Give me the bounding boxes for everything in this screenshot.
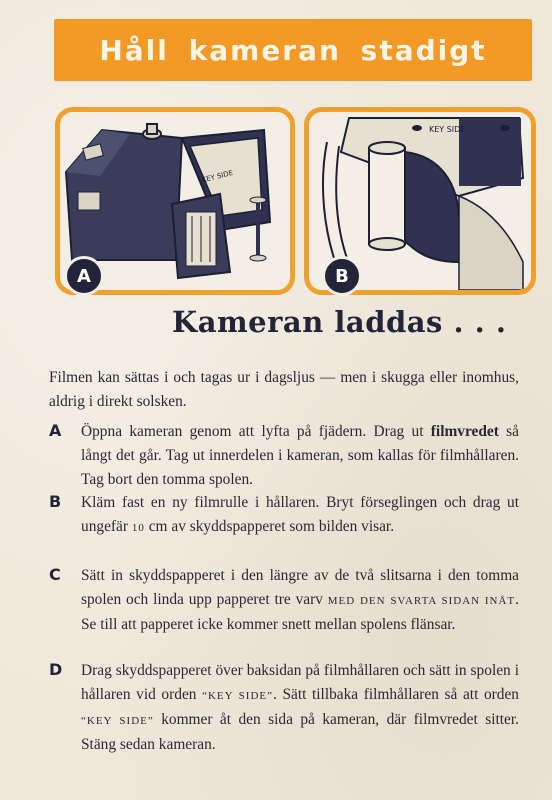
key-side-label-a: KEY SIDE (201, 168, 234, 185)
banner-title: Håll kameran stadigt (99, 33, 487, 67)
intro-paragraph: Filmen kan sättas i och tagas ur i dagsljus — men i skugga eller inomhus, aldrig i direkt solsken. (49, 369, 519, 410)
step-letter-a: A (49, 421, 62, 440)
badge-b: B (322, 256, 362, 296)
badge-a: A (64, 256, 104, 296)
step-text-b: Kläm fast en ny filmrulle i hållaren. Bryt förseglingen och drag ut ungefär 10 cm av skyddspapperet som bilden visar. (81, 494, 519, 535)
title-banner (54, 19, 532, 81)
step-letter-c: C (49, 565, 61, 584)
step-letter-d: D (49, 660, 63, 679)
step-text-d: Drag skyddspapperet över baksidan på filmhållaren och sätt in spolen i hållaren vid orden “KEY SIDE”. Sätt tillbaka filmhållaren så att orden “KEY SIDE” kommer åt den sida på kameran, där filmvredet sitter. Stäng sedan kameran. (81, 662, 519, 753)
step-text-c: Sätt in skyddspapperet i den längre av de två slitsarna i den tomma spolen och linda upp papperet tre varv MED DEN SVARTA SIDAN INÅT. Se till att papperet icke kommer snett mellan spolens flänsar. (81, 567, 519, 633)
step-text-a: Öppna kameran genom att lyfta på fjädern. Drag ut filmvredet så långt det går. Tag ut innerdelen i kameran, som kallas för filmhållaren. Tag bort den tomma spolen. (81, 423, 520, 488)
section-heading: Kameran laddas . . . (172, 305, 507, 339)
key-side-label-b: KEY SIDE (429, 125, 466, 134)
step-letter-b: B (49, 492, 62, 511)
